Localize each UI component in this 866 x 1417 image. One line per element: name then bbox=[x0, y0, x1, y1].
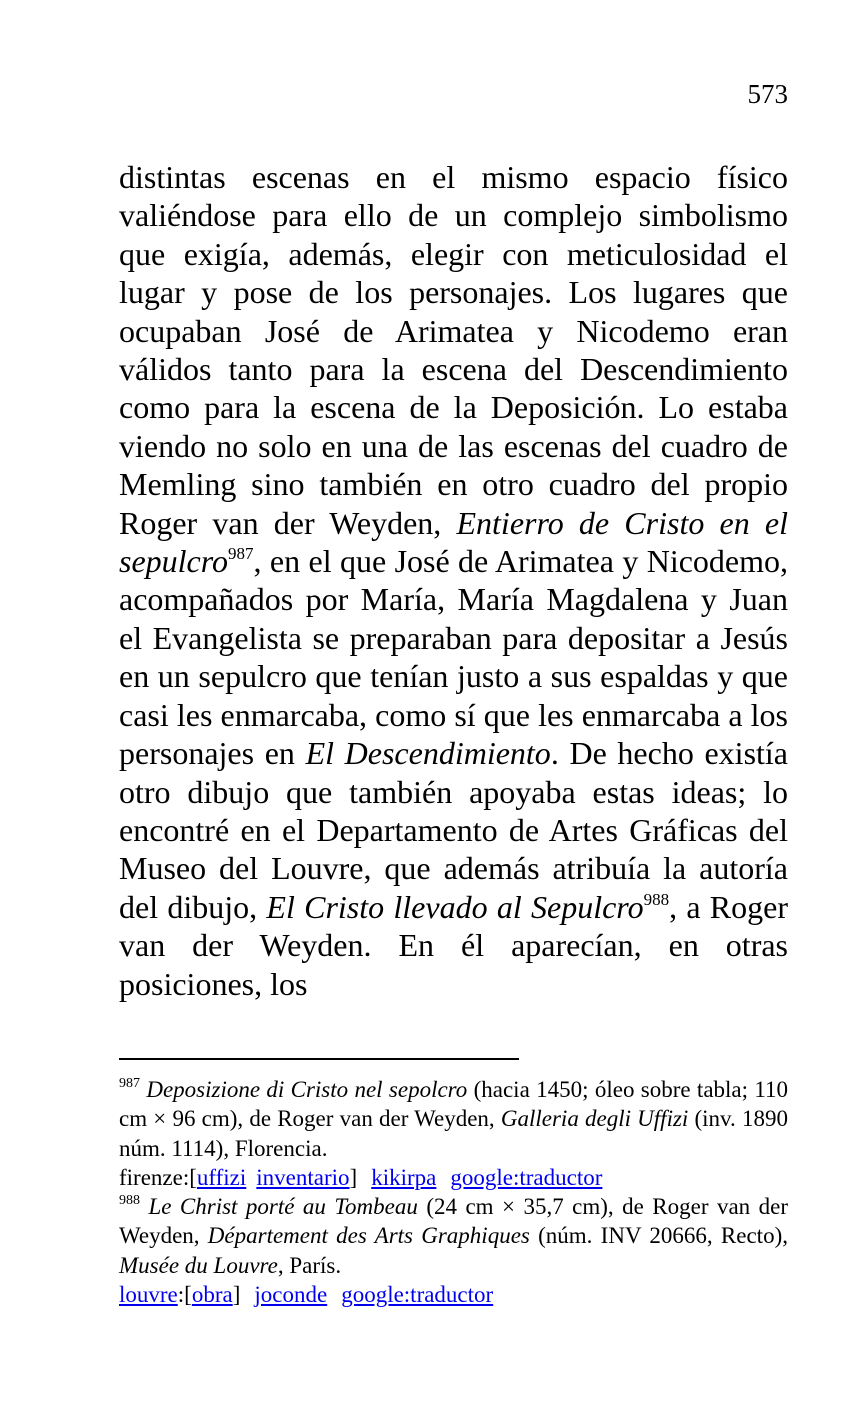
footnote-text: (inv. 1890 núm. 1114), Florencia. bbox=[119, 1106, 788, 1161]
link-uffizi[interactable]: uffizi bbox=[196, 1164, 247, 1190]
links-prefix: firenze:[ bbox=[119, 1164, 197, 1190]
footnote-988 bbox=[119, 1192, 788, 1280]
footnote-987 bbox=[119, 1075, 788, 1163]
footnote-museum: Musée du Louvre bbox=[119, 1252, 278, 1278]
links-close-bracket: ] bbox=[232, 1282, 241, 1308]
link-google-traductor[interactable]: google:traductor bbox=[450, 1164, 603, 1190]
artwork-title-cristo-llevado: El Cristo llevado al Sepulcro bbox=[266, 888, 644, 925]
footnote-988-links bbox=[119, 1280, 788, 1309]
body-text-part-4: , a Roger van der Weyden. En él aparecían, en otras posiciones, los bbox=[119, 888, 789, 1002]
footnote-artwork-title: Le Christ porté au Tombeau bbox=[148, 1194, 418, 1220]
link-kikirpa[interactable]: kikirpa bbox=[371, 1164, 437, 1190]
link-google-traductor[interactable]: google:traductor bbox=[341, 1282, 494, 1308]
footnote-ref-987: 987 bbox=[228, 544, 254, 564]
artwork-title-descendimiento: El Descendimiento bbox=[305, 735, 551, 772]
links-colon-bracket: :[ bbox=[177, 1282, 192, 1308]
body-text bbox=[119, 158, 788, 1003]
footnote-department: Département des Arts Graphiques bbox=[207, 1223, 530, 1249]
link-inventario[interactable]: inventario bbox=[256, 1164, 350, 1190]
footnote-museum: Galleria degli Uffizi bbox=[500, 1106, 689, 1132]
links-close-bracket: ] bbox=[349, 1164, 358, 1190]
footnote-ref-988: 988 bbox=[643, 889, 670, 909]
link-obra[interactable]: obra bbox=[191, 1282, 233, 1308]
footnote-separator bbox=[119, 1058, 519, 1060]
link-louvre[interactable]: louvre bbox=[119, 1282, 178, 1308]
body-text-part-2: , en el que José de Arimatea y Nicodemo, acompañados por María, María Magdalena y Juan el Evangelista se preparaban para depositar a Jesús en un sepulcro que tenían justo a sus espaldas y que casi les enmarcaba, como sí que les enmarcaba a los personajes en bbox=[119, 543, 788, 772]
footnote-number: 988 bbox=[119, 1193, 140, 1209]
artwork-title-entierro: Entierro de Cristo en el sepulcro bbox=[119, 504, 789, 580]
page-number: 573 bbox=[747, 79, 788, 109]
link-joconde[interactable]: joconde bbox=[254, 1282, 328, 1308]
footnote-987-links bbox=[119, 1163, 788, 1192]
body-text-part-1: distintas escenas en el mismo espacio físico valiéndose para ello de un complejo simbolismo que exigía, además, elegir con meticulosidad el lugar y pose de los personajes. Los lugares que ocupaban José de Arimatea y Nicodemo eran válidos tanto para la escena del Descendimiento como para la escena de la Deposición. Lo estaba viendo no solo en una de las escenas del cuadro de Memling sino también en otro cuadro del propio Roger van der Weyden, bbox=[119, 159, 788, 541]
footnotes bbox=[119, 1075, 788, 1309]
body-text-part-3: . De hecho existía otro dibujo que también apoyaba estas ideas; lo encontré en el Departamento de Artes Gráficas del Museo del Louvre, que además atribuía la autoría del dibujo, bbox=[119, 735, 789, 925]
footnote-text: (hacia 1450; óleo sobre tabla; 110 cm × 96 cm), de Roger van der Weyden, bbox=[119, 1077, 789, 1132]
footnote-number: 987 bbox=[119, 1076, 140, 1091]
footnote-text: (núm. INV 20666, Recto), bbox=[529, 1223, 788, 1249]
footnote-text: , París. bbox=[277, 1252, 342, 1278]
footnote-text: (24 cm × 35,7 cm), de Roger van der Weyden, bbox=[119, 1194, 789, 1249]
footnote-artwork-title: Deposizione di Cristo nel sepolcro bbox=[146, 1077, 468, 1102]
